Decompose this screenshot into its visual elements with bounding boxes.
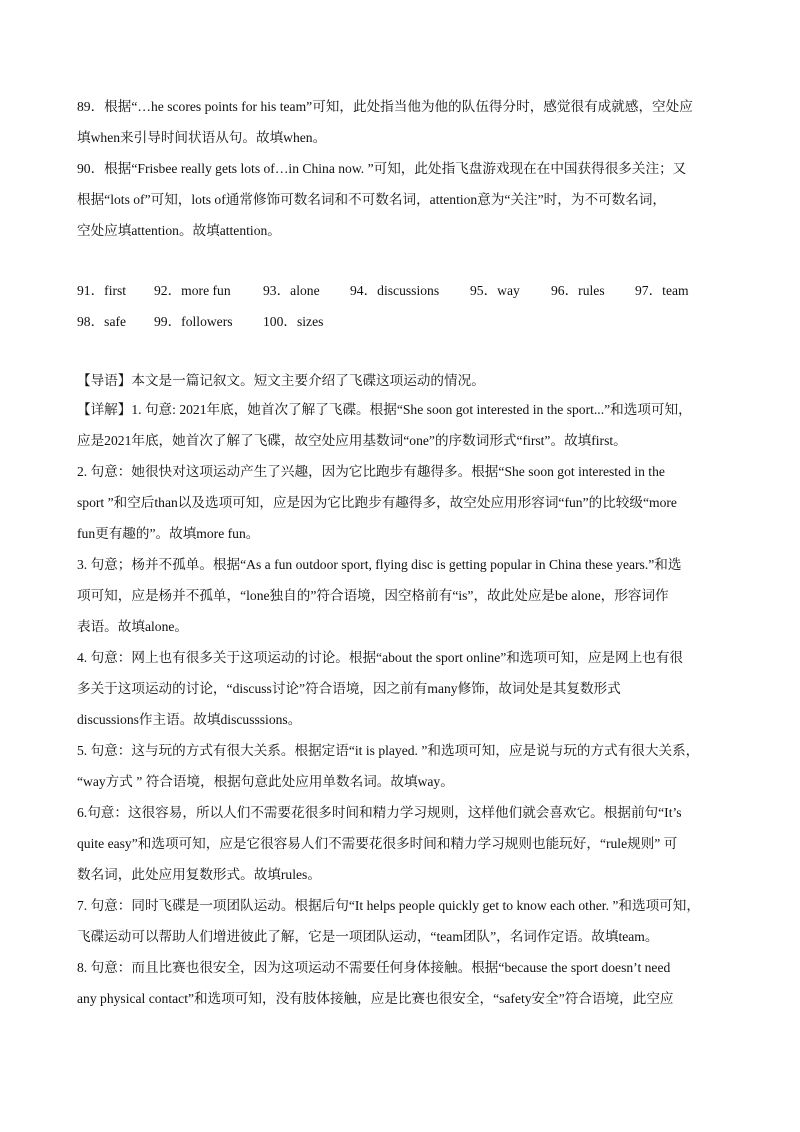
text-line: 90．根据“Frisbee really gets lots of…in China now. ”可知，此处指飞盘游戏现在在中国获得很多关注；又 <box>77 161 687 176</box>
answer-item: 94．discussions <box>350 283 440 298</box>
text-line: 【详解】1. 句意: 2021年底，她首次了解了飞碟。根据“She soon got interested in the sport...”和选项可知， <box>77 402 692 417</box>
answer-item: 100．sizes <box>263 314 324 329</box>
text-line: 空处应填attention。故填attention。 <box>77 223 281 238</box>
answer-item: 92．more fun <box>154 283 231 298</box>
text-line: “way方式 ” 符合语境，根据句意此处应用单数名词。故填way。 <box>77 774 454 789</box>
guide-heading: 【导语】本文是一篇记叙文。短文主要介绍了飞碟这项运动的情况。 <box>77 373 485 388</box>
answer-item: 99．followers <box>154 314 233 329</box>
text-line: 表语。故填alone。 <box>77 619 188 634</box>
text-line: quite easy”和选项可知，应是它很容易人们不需要花很多时间和精力学习规则也能玩好，“rule规则” 可 <box>77 836 678 851</box>
answer-item: 97．team <box>635 283 689 298</box>
text-line: 7. 句意：同时飞碟是一项团队运动。根据后句“It helps people quickly get to know each other. ”和选项可知， <box>77 898 700 913</box>
text-line: 应是2021年底，她首次了解了飞碟，故空处应用基数词“one”的序数词形式“first”。故填first。 <box>77 433 627 448</box>
text-line: 2. 句意：她很快对这项运动产生了兴趣，因为它比跑步有趣得多。根据“She soon got interested in the <box>77 464 665 479</box>
text-line: any physical contact”和选项可知，没有肢体接触，应是比赛也很安全，“safety安全”符合语境，此空应 <box>77 991 674 1006</box>
text-line: 4. 句意：网上也有很多关于这项运动的讨论。根据“about the sport online”和选项可知，应是网上也有很 <box>77 650 684 665</box>
text-line: discussions作主语。故填discusssions。 <box>77 712 302 727</box>
text-line: 项可知，应是杨并不孤单，“lone独自的”符合语境，因空格前有“is”，故此处应是be alone，形容词作 <box>77 588 669 603</box>
text-line: 填when来引导时间状语从句。故填when。 <box>77 130 327 145</box>
text-line: fun更有趣的”。故填more fun。 <box>77 526 260 541</box>
text-line: 3. 句意；杨并不孤单。根据“As a fun outdoor sport, flying disc is getting popular in China these years.”和选 <box>77 557 682 572</box>
text-line: 飞碟运动可以帮助人们增进彼此了解，它是一项团队运动，“team团队”，名词作定语。故填team。 <box>77 929 659 944</box>
answer-item: 91．first <box>77 283 127 298</box>
text-line: sport ”和空后than以及选项可知，应是因为它比跑步有趣得多，故空处应用形容词“fun”的比较级“more <box>77 495 677 510</box>
text-line: 5. 句意：这与玩的方式有很大关系。根据定语“it is played. ”和选项可知，应是说与玩的方式有很大关系， <box>77 743 700 758</box>
text-line: 6.句意：这很容易，所以人们不需要花很多时间和精力学习规则，这样他们就会喜欢它。根据前句“It’s <box>77 805 682 820</box>
text-line: 数名词，此处应用复数形式。故填rules。 <box>77 867 321 882</box>
answer-item: 96．rules <box>551 283 605 298</box>
text-line: 多关于这项运动的讨论，“discuss讨论”符合语境，因之前有many修饰，故词处是其复数形式 <box>77 681 621 696</box>
answer-item: 95．way <box>470 283 520 298</box>
text-line: 8. 句意：而且比赛也很安全，因为这项运动不需要任何身体接触。根据“because the sport doesn’t need <box>77 960 671 975</box>
text-line: 根据“lots of”可知，lots of通常修饰可数名词和不可数名词，attention意为“关注”时，为不可数名词， <box>77 192 667 207</box>
text-line: 89．根据“…he scores points for his team”可知，此处指当他为他的队伍得分时，感觉很有成就感，空处应 <box>77 99 693 114</box>
answer-item: 98．safe <box>77 314 127 329</box>
answer-item: 93．alone <box>263 283 320 298</box>
